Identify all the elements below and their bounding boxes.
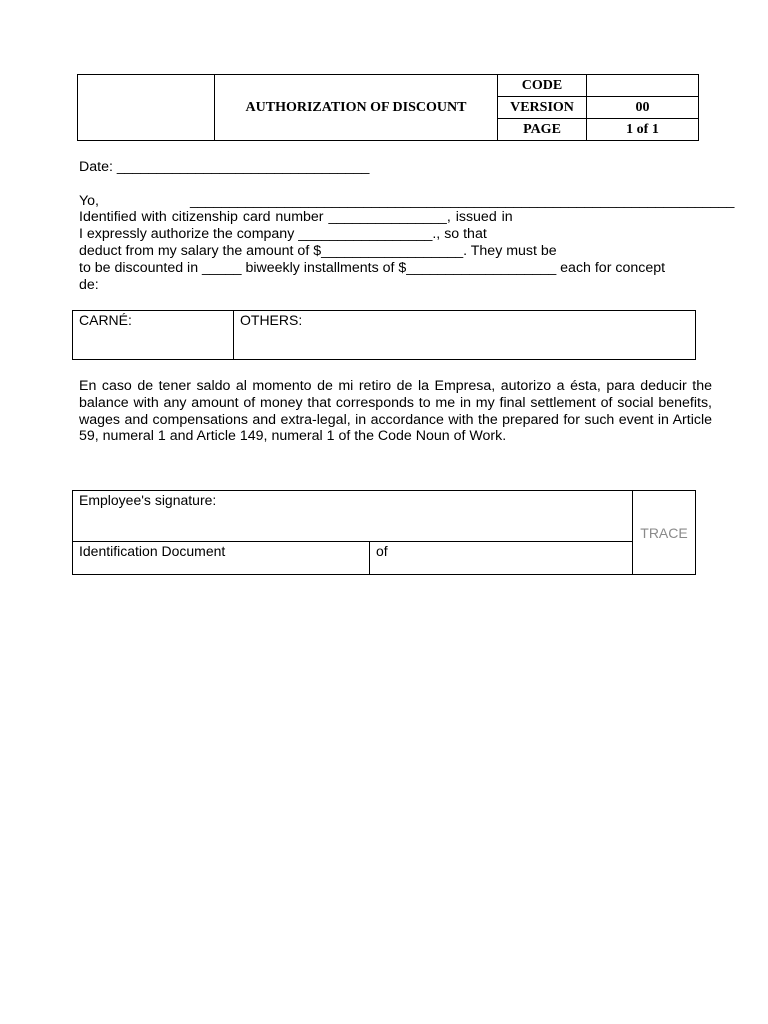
concept-line: de:	[79, 277, 99, 293]
concept-table	[72, 310, 696, 360]
document-header	[77, 74, 699, 141]
code-label: CODE	[498, 75, 587, 97]
version-label: VERSION	[498, 97, 587, 119]
code-value	[587, 75, 699, 97]
trace-cell: TRACE	[633, 491, 696, 575]
document-title: AUTHORIZATION OF DISCOUNT	[215, 75, 498, 141]
amount-line: deduct from my salary the amount of $__________________. They must be	[79, 243, 557, 259]
carne-cell: CARNÉ:	[73, 311, 234, 360]
employee-signature-cell: Employee's signature:	[73, 491, 633, 542]
yo-label: Yo,	[79, 193, 99, 209]
version-value: 00	[587, 97, 699, 119]
date-line: Date: ________________________________	[79, 159, 370, 175]
authorization-paragraph: En caso de tener saldo al momento de mi retiro de la Empresa, autorizo a ésta, para deducir the balance with any amount of money that corresponds to me in my final settlement of social benefits, wages and compensations and extra-legal, in accordance with the prepared for such event in Article 59, numeral 1 and Article 149, numeral 1 of the Code Noun of Work.	[79, 378, 712, 445]
signature-table	[72, 490, 696, 575]
name-blank: _____________________________________________________________________	[190, 193, 735, 209]
company-line: I expressly authorize the company _________________., so that	[79, 226, 487, 242]
page-label: PAGE	[498, 119, 587, 141]
of-cell: of	[370, 542, 633, 575]
id-document-cell: Identification Document	[73, 542, 370, 575]
installments-line: to be discounted in _____ biweekly installments of $___________________ each for concept	[79, 260, 666, 276]
logo-cell	[78, 75, 215, 141]
citizenship-line: Identified with citizenship card number _______________, issued in	[79, 209, 513, 225]
others-cell: OTHERS:	[234, 311, 696, 360]
page-value: 1 of 1	[587, 119, 699, 141]
